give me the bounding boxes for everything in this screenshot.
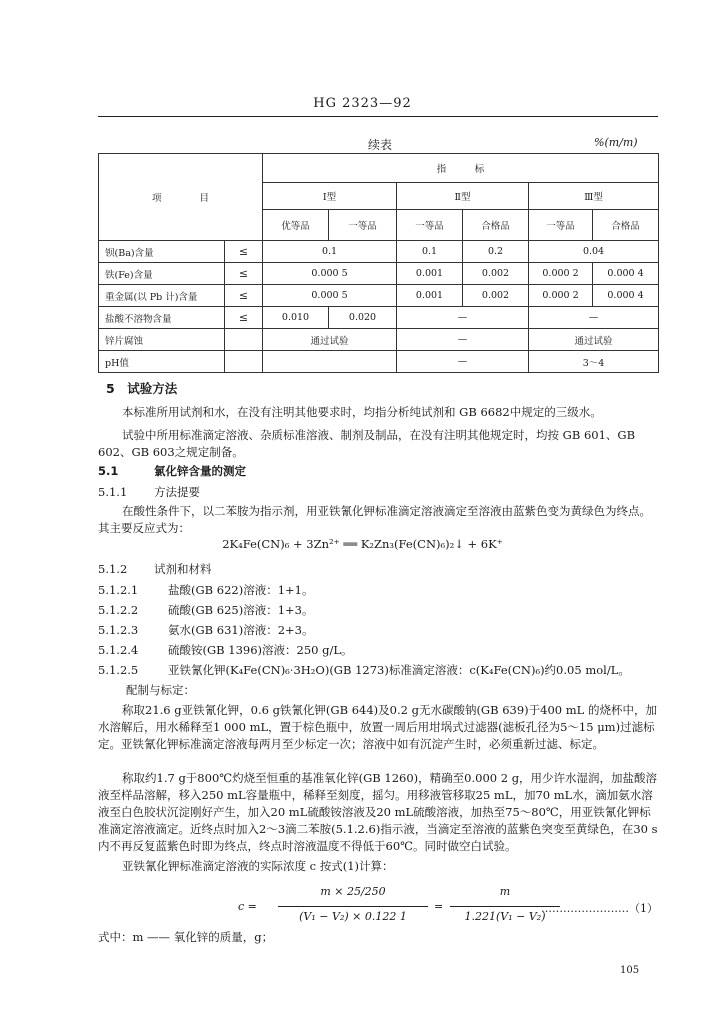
cell-value: 0.002 — [463, 285, 529, 307]
paragraph-method-summary: 在酸性条件下，以二苯胺为指示剂，用亚铁氰化钾标准滴定溶液滴定至溶液由蓝紫色变为黄绿色为终点。其主要反应式为： — [98, 504, 651, 535]
section-5-1-2 — [98, 561, 212, 577]
page-number: 105 — [620, 965, 640, 976]
reagent-text: 硫酸铵(GB 1396)溶液：250 g/L。 — [168, 643, 353, 657]
prep-label: 配制与标定： — [126, 683, 195, 697]
table-continued-title: 续表 — [368, 138, 393, 152]
le-symbol: ≤ — [225, 285, 263, 307]
equation-1 — [238, 880, 658, 932]
cell-value: 通过试验 — [263, 329, 397, 351]
header-type2: Ⅱ型 — [397, 183, 529, 210]
paragraph-general: 本标准所用试剂和水，在没有注明其他要求时，均指分析纯试剂和 GB 6682中规定的三级水。 — [122, 405, 602, 419]
equation-tag: ……………………（1） — [541, 902, 658, 915]
cell-value: 通过试验 — [529, 329, 659, 351]
empty-cell — [225, 351, 263, 373]
paragraph-preparation: 称取21.6 g亚铁氰化钾，0.6 g铁氰化钾(GB 644)及0.2 g无水碳酸钠(GB 639)于400 mL 的烧杯中，加水溶解后，用水稀释至1 000 mL，置于棕色瓶中，放置一周后用坩埚式过滤器(滤板孔径为5～15 μm)过滤标定。亚铁氰化钾标准滴定溶液每两月至少标定一次；溶液中如有沉淀产生时，必须重新过滤、标定。 — [98, 703, 657, 751]
cell-value: — — [397, 307, 529, 329]
equation-lhs: c = — [238, 900, 257, 913]
cell-value: 0.000 4 — [593, 263, 659, 285]
cell-value: 0.1 — [397, 241, 463, 263]
row-label: 盐酸不溶物含量 — [99, 307, 225, 329]
cell-value: 0.04 — [529, 241, 659, 263]
cell-value: — — [529, 307, 659, 329]
cell-value: — — [397, 351, 529, 373]
cell-value: 0.000 2 — [529, 263, 593, 285]
reagent-item — [98, 602, 313, 618]
cell-value: 0.002 — [463, 263, 529, 285]
spec-table-container — [98, 153, 658, 373]
header-type1: Ⅰ型 — [263, 183, 397, 210]
equation-numerator-1: m × 25/250 — [320, 885, 386, 898]
header-grade: 合格品 — [593, 210, 659, 241]
cell-value: 0.001 — [397, 285, 463, 307]
reagent-number: 5.1.2.3 — [98, 623, 139, 637]
header-type3: Ⅲ型 — [529, 183, 659, 210]
paragraph-solutions: 试验中所用标准滴定溶液、杂质标准溶液、制剂及制品，在没有注明其他规定时，均按 GB 601、GB 602、GB 603之规定制备。 — [98, 428, 636, 459]
paragraph-calculation: 亚铁氰化钾标准滴定溶液的实际浓度 c 按式(1)计算： — [122, 859, 394, 873]
header-rule — [98, 116, 658, 117]
cell-value: 3～4 — [529, 351, 659, 373]
header-grade: 优等品 — [263, 210, 329, 241]
le-symbol: ≤ — [225, 307, 263, 329]
section-number: 5.1 — [98, 464, 119, 478]
reagent-text: 盐酸(GB 622)溶液：1+1。 — [168, 583, 314, 597]
section-number: 5.1.1 — [98, 485, 128, 499]
table-row — [99, 263, 659, 285]
cell-value: 0.2 — [463, 241, 529, 263]
reagent-item — [98, 662, 630, 678]
section-title: 试剂和材料 — [154, 562, 212, 576]
section-heading-5: 5 试验方法 — [106, 381, 178, 396]
table-row — [99, 285, 659, 307]
table-row — [99, 351, 659, 373]
cell-value: 0.000 4 — [593, 285, 659, 307]
reagent-item — [98, 642, 353, 658]
section-title: 氯化锌含量的测定 — [154, 464, 246, 478]
row-label: 铁(Fe)含量 — [99, 263, 225, 285]
reagent-number: 5.1.2.5 — [98, 663, 139, 677]
table-row — [99, 241, 659, 263]
equation-denominator-1: (V₁ − V₂) × 0.122 1 — [299, 910, 407, 923]
empty-cell — [263, 351, 397, 373]
section-5-1-1 — [98, 484, 200, 500]
header-grade: 一等品 — [529, 210, 593, 241]
table-unit: %(m/m) — [594, 136, 638, 149]
cell-value: 0.001 — [397, 263, 463, 285]
reagent-item — [98, 622, 313, 638]
row-label: 锌片腐蚀 — [99, 329, 225, 351]
header-indicator: 指 标 — [263, 154, 659, 183]
table-row — [99, 329, 659, 351]
row-label: 重金属(以 Pb 计)含量 — [99, 285, 225, 307]
reaction-equation: 2K₄Fe(CN)₆ + 3Zn²⁺ ══ K₂Zn₃(Fe(CN)₆)₂↓ + 6K⁺ — [222, 537, 503, 551]
fraction-bar — [278, 906, 428, 907]
header-grade: 合格品 — [463, 210, 529, 241]
cell-value: 0.000 5 — [263, 263, 397, 285]
cell-value: 0.000 2 — [529, 285, 593, 307]
reagent-text: 硫酸(GB 625)溶液：1+3。 — [168, 603, 314, 617]
reagent-item — [98, 582, 313, 598]
row-label: pH值 — [99, 351, 225, 373]
reagent-number: 5.1.2.4 — [98, 643, 139, 657]
equation-equals: = — [434, 900, 444, 913]
equation-numerator-2: m — [499, 885, 511, 898]
paragraph-standardization: 称取约1.7 g于800℃灼烧至恒重的基准氧化锌(GB 1260)，精确至0.000 2 g，用少许水湿润，加盐酸溶液至样品溶解，移入250 mL容量瓶中，稀释至刻度，摇匀。用移液管移取25 mL，加70 mL水，滴加氨水溶液至白色胶状沉淀刚好产生，加入20 mL硫酸铵溶液及20 mL硫酸溶液，加热至75～80℃，用亚铁氰化钾标准滴定溶液滴定。近终点时加入2～3滴二苯胺(5.1.2.6)指示液，当滴定至溶液的蓝紫色突变至黄绿色，在30 s内不再反复蓝紫色时即为终点，终点时溶液温度不得低于60℃。同时做空白试验。 — [98, 771, 658, 853]
row-label: 钡(Ba)含量 — [99, 241, 225, 263]
standard-code: HG 2323—92 — [313, 96, 412, 111]
equation-denominator-2: 1.221(V₁ − V₂) — [464, 910, 546, 923]
section-number: 5.1.2 — [98, 562, 128, 576]
table-row — [99, 307, 659, 329]
cell-value: 0.020 — [329, 307, 397, 329]
header-item: 项 目 — [99, 154, 263, 241]
le-symbol: ≤ — [225, 241, 263, 263]
header-grade: 一等品 — [329, 210, 397, 241]
where-clause: 式中：m —— 氧化锌的质量，g； — [98, 930, 274, 944]
section-title: 方法提要 — [154, 485, 200, 499]
reagent-number: 5.1.2.2 — [98, 603, 139, 617]
cell-value: 0.010 — [263, 307, 329, 329]
reagent-text: 氨水(GB 631)溶液：2+3。 — [168, 623, 314, 637]
cell-value: 0.000 5 — [263, 285, 397, 307]
le-symbol: ≤ — [225, 263, 263, 285]
reagent-text: 亚铁氰化钾(K₄Fe(CN)₆·3H₂O)(GB 1273)标准滴定溶液：c(K₄Fe(CN)₆)约0.05 mol/L。 — [168, 663, 630, 677]
reagent-number: 5.1.2.1 — [98, 583, 139, 597]
spec-table — [98, 153, 659, 373]
header-grade: 一等品 — [397, 210, 463, 241]
section-5-1 — [98, 463, 246, 479]
cell-value: 0.1 — [263, 241, 397, 263]
cell-value: — — [397, 329, 529, 351]
empty-cell — [225, 329, 263, 351]
